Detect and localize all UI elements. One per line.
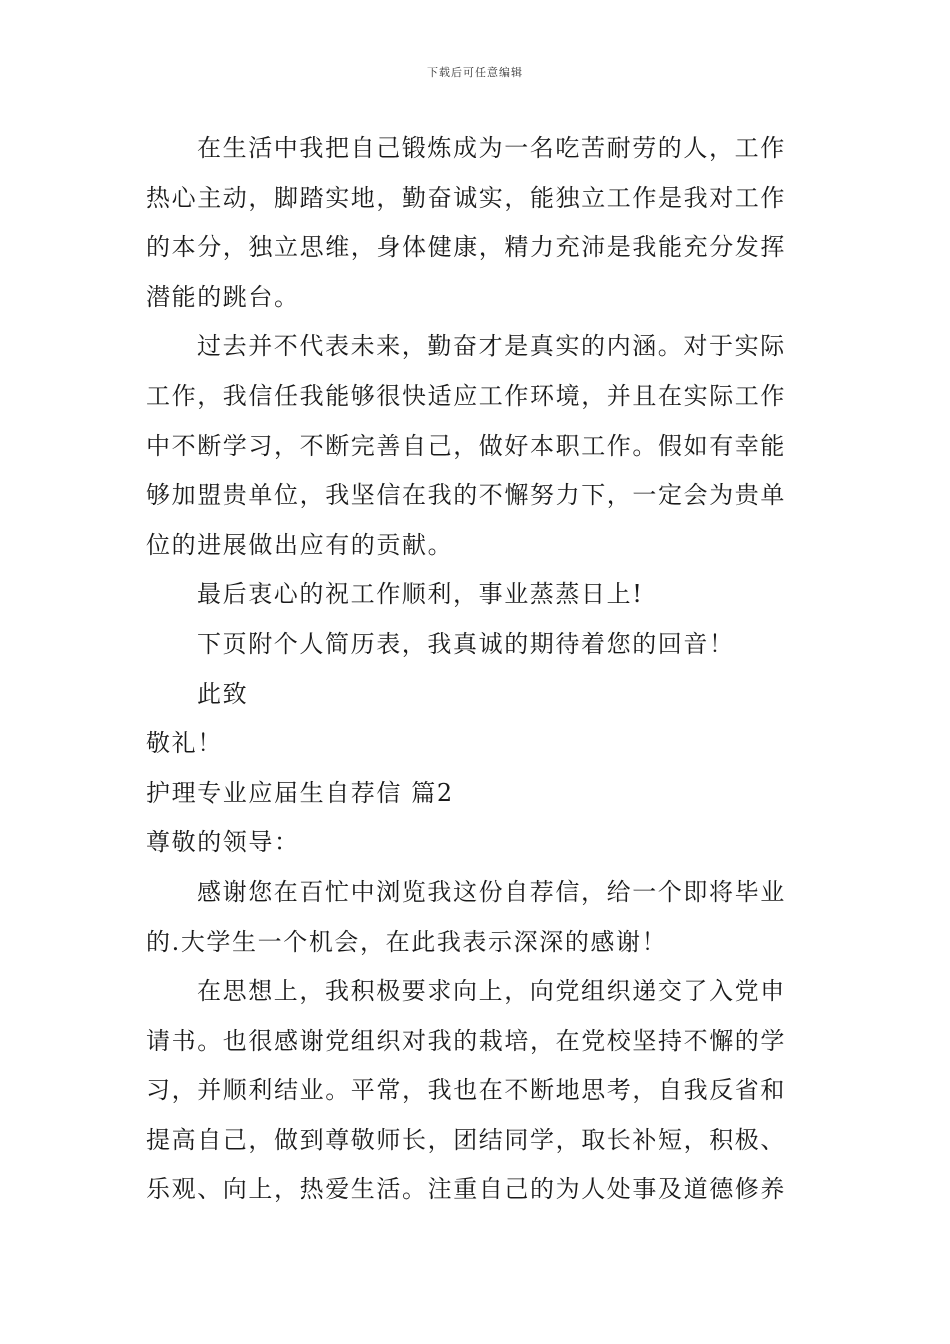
greeting: 尊敬的领导：	[146, 828, 300, 857]
text-line: 位的进展做出应有的贡献。	[146, 530, 454, 559]
text-line: 够加盟贵单位，我坚信在我的不懈努力下，一定会为贵单	[146, 481, 786, 510]
text-line: 请书。也很感谢党组织对我的栽培，在党校坚持不懈的学	[146, 1026, 786, 1055]
text-line: 热心主动，脚踏实地，勤奋诚实，能独立工作是我对工作	[146, 183, 786, 212]
text-line: 在思想上，我积极要求向上，向党组织递交了入党申	[197, 977, 786, 1006]
text-line: 乐观、向上，热爱生活。注重自己的为人处事及道德修养	[146, 1175, 786, 1204]
text-line: 习，并顺利结业。平常，我也在不断地思考，自我反省和	[146, 1076, 786, 1105]
text-line: 提高自己，做到尊敬师长，团结同学，取长补短，积极、	[146, 1125, 786, 1154]
closing-regards: 敬礼！	[146, 729, 223, 758]
closing-salutation: 此致	[197, 679, 249, 708]
section-title: 护理专业应届生自荐信 篇2	[146, 778, 454, 807]
header-note: 下载后可任意编辑	[427, 66, 523, 79]
text-line: 的.大学生一个机会，在此我表示深深的感谢！	[146, 927, 668, 956]
text-line: 最后衷心的祝工作顺利，事业蒸蒸日上!	[197, 580, 644, 609]
text-line: 下页附个人简历表，我真诚的期待着您的回音！	[197, 629, 735, 658]
text-line: 潜能的跳台。	[146, 282, 300, 311]
letter-body	[146, 124, 806, 1215]
text-line: 的本分，独立思维，身体健康，精力充沛是我能充分发挥	[146, 233, 786, 262]
text-line: 工作，我信任我能够很快适应工作环境，并且在实际工作	[146, 381, 786, 410]
text-line: 中不断学习，不断完善自己，做好本职工作。假如有幸能	[146, 431, 786, 460]
text-line: 过去并不代表未来，勤奋才是真实的内涵。对于实际	[197, 332, 786, 361]
text-line: 感谢您在百忙中浏览我这份自荐信，给一个即将毕业	[197, 877, 786, 906]
text-line: 在生活中我把自己锻炼成为一名吃苦耐劳的人，工作	[197, 134, 786, 162]
